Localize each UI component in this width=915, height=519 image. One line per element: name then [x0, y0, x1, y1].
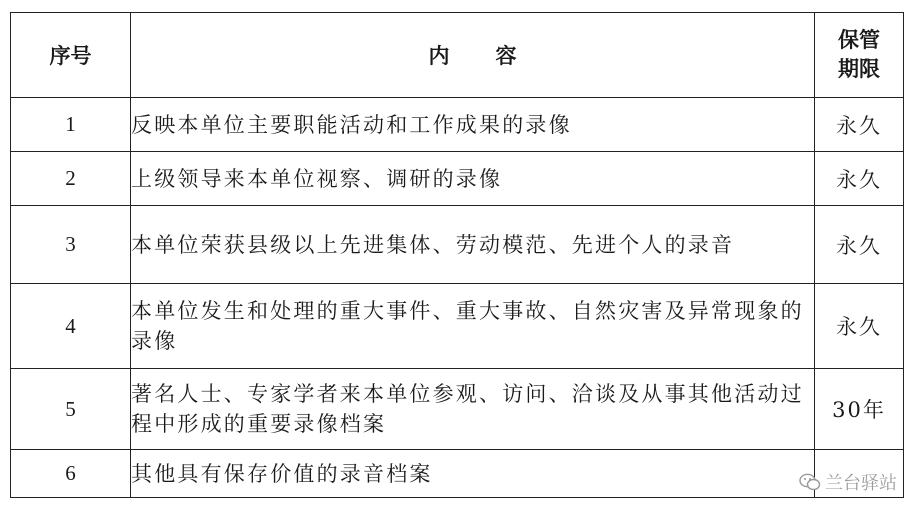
watermark-label: 兰台驿站	[825, 473, 897, 494]
header-content-char-2: 容	[495, 44, 517, 68]
row-term: 永久	[815, 206, 904, 284]
header-content	[131, 13, 815, 98]
table-row	[11, 450, 904, 498]
row-index: 1	[11, 98, 131, 152]
row-content: 反映本单位主要职能活动和工作成果的录像	[131, 98, 815, 152]
row-content: 其他具有保存价值的录音档案	[131, 450, 815, 498]
watermark	[799, 469, 897, 495]
row-content: 本单位荣获县级以上先进集体、劳动模范、先进个人的录音	[131, 206, 815, 284]
row-content: 著名人士、专家学者来本单位参观、访问、洽谈及从事其他活动过程中形成的重要录像档案	[131, 369, 815, 450]
row-index: 3	[11, 206, 131, 284]
header-content-char-1: 内	[428, 44, 450, 68]
row-content: 本单位发生和处理的重大事件、重大事故、自然灾害及异常现象的录像	[131, 284, 815, 369]
header-index: 序号	[11, 13, 131, 98]
header-row	[11, 13, 904, 98]
row-content: 上级领导来本单位视察、调研的录像	[131, 152, 815, 206]
table-row	[11, 152, 904, 206]
row-term: 永久	[815, 152, 904, 206]
table-row	[11, 369, 904, 450]
row-index: 6	[11, 450, 131, 498]
header-term-line2: 期限	[838, 57, 880, 81]
retention-table	[10, 12, 904, 498]
wechat-icon	[799, 473, 821, 491]
row-term: 永久	[815, 98, 904, 152]
header-term-line1: 保管	[838, 28, 880, 52]
row-index: 2	[11, 152, 131, 206]
row-index: 5	[11, 369, 131, 450]
row-term: 30年	[815, 369, 904, 450]
row-index: 4	[11, 284, 131, 369]
table-row	[11, 284, 904, 369]
header-term	[815, 13, 904, 98]
table-row	[11, 98, 904, 152]
table-row	[11, 206, 904, 284]
row-term: 永久	[815, 284, 904, 369]
